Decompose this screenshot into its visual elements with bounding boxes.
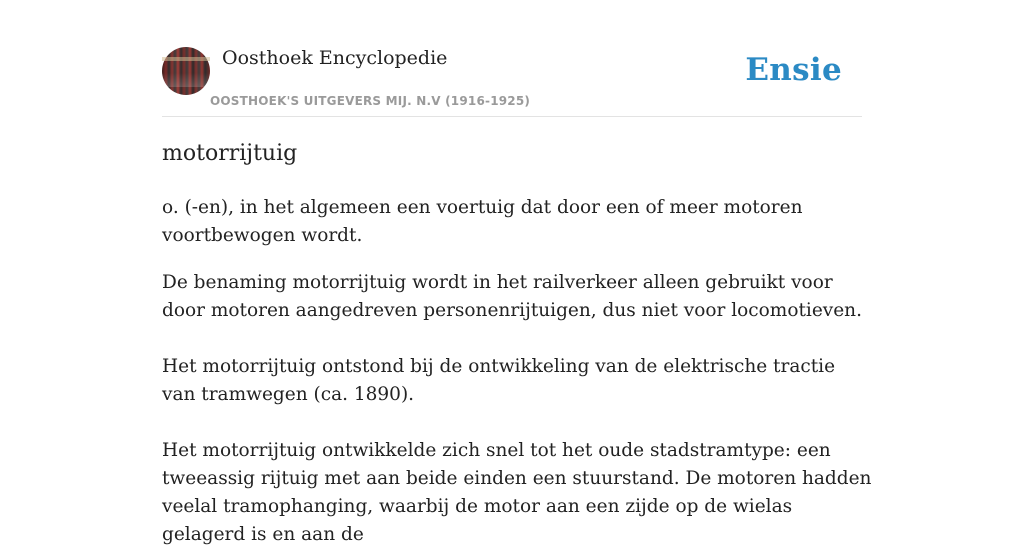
article-paragraph: Het motorrijtuig ontwikkelde zich snel tot het oude stadstramtype: een tweeassig rijtuig met aan beide einden een stuurstand. De motoren hadden veelal tramophanging, waarbij de motor aan een zijde op de wielas gelagerd is en aan de — [162, 440, 872, 545]
encyclopedia-avatar[interactable] — [162, 47, 210, 95]
article-title: motorrijtuig — [162, 141, 298, 166]
article-paragraph: Het motorrijtuig ontstond bij de ontwikkeling van de elektrische tractie van tramwegen (ca. 1890). — [162, 356, 836, 405]
site-header — [162, 46, 862, 117]
site-subtitle: OOSTHOEK'S UITGEVERS MIJ. N.V (1916-1925) — [210, 94, 531, 108]
article-content — [162, 138, 872, 549]
site-title[interactable]: Oosthoek Encyclopedie — [222, 47, 448, 69]
article-paragraph: De benaming motorrijtuig wordt in het railverkeer alleen gebruikt voor door motoren aangedreven personenrijtuigen, dus niet voor locomotieven. — [162, 272, 862, 321]
ensie-logo[interactable]: Ensie — [745, 52, 842, 88]
article-paragraph: o. (-en), in het algemeen een voertuig dat door een of meer motoren voortbewogen wordt. — [162, 197, 803, 246]
